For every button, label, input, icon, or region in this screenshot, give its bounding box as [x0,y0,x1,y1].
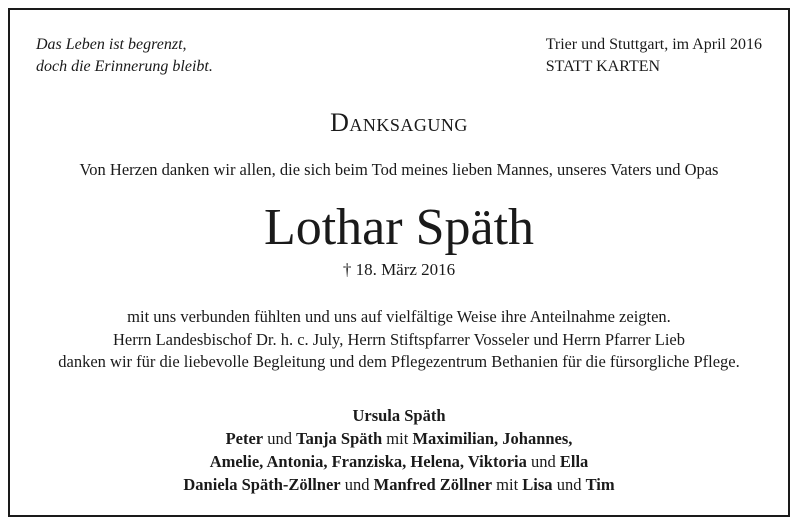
place-date-line: Trier und Stuttgart, im April 2016 [545,36,762,53]
motto [36,34,213,78]
thanks-line: danken wir für die liebevolle Begleitung und dem Pflegezentrum Bethanien für die fürsorgliche Pflege. [58,352,740,371]
family-line [10,473,788,496]
death-date: † 18. März 2016 [342,260,456,279]
family-name: Tanja Späth [296,429,383,448]
connector: und [340,475,374,494]
intro-text: Von Herzen danken wir allen, die sich beim Tod meines lieben Mannes, unseres Vaters und Opas [79,160,719,179]
family-line [10,427,788,450]
thanks-line: mit uns verbunden fühlten und uns auf vielfältige Weise ihre Anteilnahme zeigten. [127,307,671,326]
statt-karten: STATT KARTEN [545,58,661,75]
family-name: Daniela Späth-Zöllner [183,475,341,494]
thanks-text [10,306,788,374]
family-name: Maximilian, Johannes, [412,429,573,448]
family-signature [10,404,788,496]
thanks-line: Herrn Landesbischof Dr. h. c. July, Herrn Stiftspfarrer Vosseler und Herrn Pfarrer Lieb [113,329,685,349]
motto-line: doch die Erinnerung bleibt. [36,58,213,75]
family-name: Ursula Späth [352,406,446,425]
family-name: Peter [225,429,264,448]
family-line [10,404,788,427]
family-name: Ella [559,452,589,471]
family-line [10,450,788,473]
family-name: Tim [585,475,615,494]
family-name: Manfred Zöllner [373,475,493,494]
obituary-notice [8,8,790,517]
connector: und [263,429,297,448]
heading: Danksagung [330,108,468,137]
family-name: Lisa [522,475,553,494]
connector: und [526,452,560,471]
place-date [546,34,762,78]
family-name: Amelie, Antonia, Franziska, Helena, Viktoria [209,452,527,471]
connector: und [552,475,586,494]
deceased-name: Lothar Späth [263,199,535,256]
connector: mit [492,475,523,494]
motto-line: Das Leben ist begrenzt, [36,36,187,53]
connector: mit [382,429,413,448]
